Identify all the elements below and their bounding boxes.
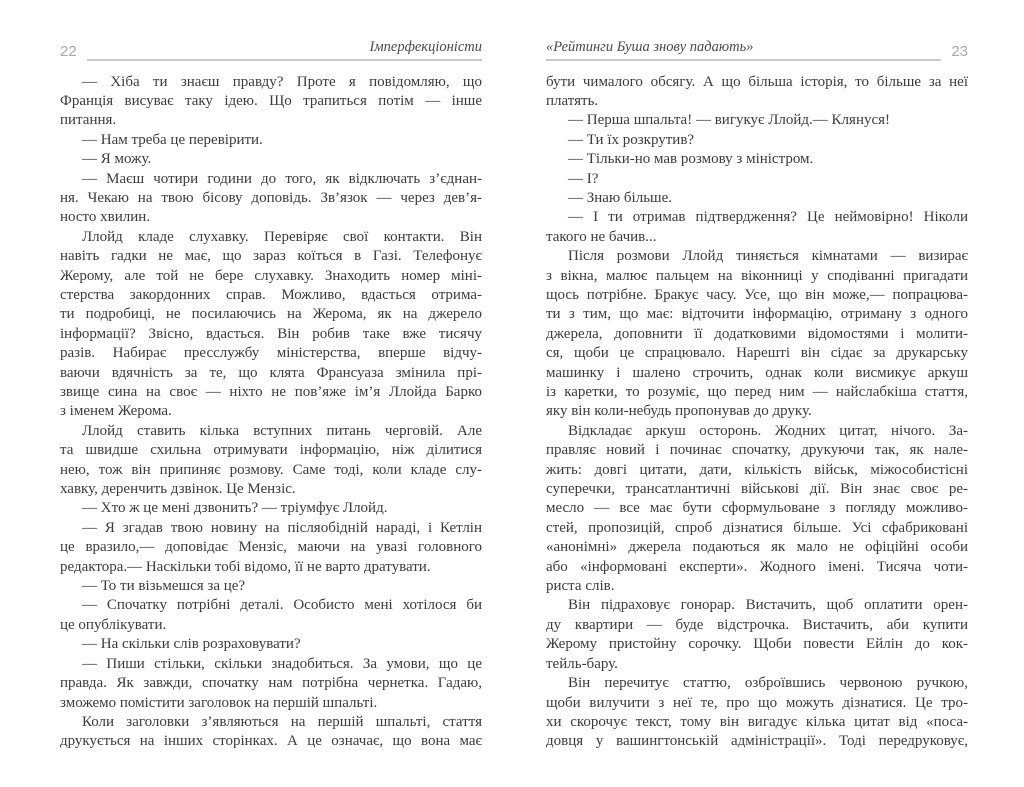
text-line: Він підраховує гонорар. Вистачить, щоб оплатити орен-: [568, 597, 968, 614]
text-line: такого не бачив...: [546, 228, 657, 245]
text-line: риста слів.: [546, 578, 615, 595]
text-line: Ллойд кладе слухавку. Перевіряє свої контакти. Він: [82, 228, 482, 245]
page-left: [60, 40, 482, 752]
text-line: — Пиши стільки, скільки знадобиться. За умови, що це: [82, 655, 482, 672]
text-line: Коли заголовки з’являються на першій шпальті, стаття: [82, 713, 482, 730]
text-line: звище сина на своє — ніхто не пов’яже ім’я Ллойда Барко: [60, 384, 482, 400]
paragraph: [60, 170, 482, 228]
text-line: машинку і шалено строчить, однак коли висмикує аркуш: [546, 364, 968, 381]
text-line: правляє новий і починає спочатку, друкуючи так, як нале-: [546, 442, 968, 459]
text-line: Ллойд ставить кілька вступних питань черговій. Але: [82, 422, 482, 439]
text-line: «анонімні» джерела подаються як мало не офіційні особи: [546, 539, 968, 556]
text-line: Жерому пристойну сорочку. Щоби повести Ейлін до кок-: [546, 636, 968, 653]
text-line: ся, щоби це спрацювало. Нарешті він сідає за друкарську: [546, 345, 968, 362]
text-line: або «інформовані експерти». Жодного імені. Тисяча чоти-: [546, 558, 968, 575]
text-line: Франція висуває таку ідею. Що трапиться потім — інше: [60, 92, 482, 109]
paragraph: [546, 208, 968, 247]
text-line: тейль-бару.: [546, 655, 618, 672]
text-line: жить: довгі цитати, дати, кількість військ, міжособистісні: [546, 461, 968, 478]
text-line: питання.: [60, 112, 117, 129]
text-line: стерства закордонних справ. Можливо, вдасться отрима-: [60, 286, 482, 303]
page-number-left: 22: [60, 42, 77, 60]
paragraph: [60, 73, 482, 131]
page-header-left: [60, 40, 482, 61]
text-line: зможемо помістити заголовок на першій шпальті.: [60, 694, 378, 711]
paragraph: [60, 422, 482, 500]
paragraph: [546, 131, 968, 150]
text-line: друкується на інших сторінках. А це означає, що вона має: [60, 733, 482, 750]
paragraph: [546, 674, 968, 752]
text-line: ду квартири — буде відстрочка. Вистачить, аби купити: [546, 616, 968, 633]
text-line: редактора.— Наскільки тобі відомо, її не варто дратувати.: [60, 558, 431, 575]
paragraph: [60, 655, 482, 713]
text-line: джерела, доповнити її додатковими відомостями і молити-: [546, 325, 968, 342]
text-line: довця у вашингтонській адміністрації». Тоді передруковує,: [546, 733, 968, 750]
text-line: Він перечитує статтю, озброївшись червоною ручкою,: [568, 675, 968, 692]
paragraph: [546, 247, 968, 422]
text-line: — Тільки-но мав розмову з міністром.: [568, 151, 814, 168]
text-line: — На скільки слів розраховувати?: [82, 636, 301, 653]
paragraph: [60, 150, 482, 169]
text-line: ваючи вдячність за те, що клята Франсуаза змінила прі-: [60, 364, 482, 381]
text-line: — Хто ж це мені дзвонить? — тріумфує Ллойд.: [82, 500, 388, 517]
text-line: — Я можу.: [82, 151, 152, 168]
text-line: — Маєш чотири години до того, як відключать з’єднан-: [82, 170, 482, 187]
text-line: навіть гадки не має, що зараз коїться в Газі. Телефонує: [60, 248, 482, 265]
paragraph: [60, 596, 482, 635]
paragraph: [546, 150, 968, 169]
page-number-right: 23: [951, 42, 968, 60]
text-line: — І?: [568, 170, 599, 187]
text-line: — Перша шпальта! — вигукує Ллойд.— Клянуся!: [568, 112, 891, 129]
text-line: та швидше схильна отримувати інформацію, ніж ділитися: [60, 442, 482, 459]
text-line: бути чималого обсягу. А що більша історія, то більше за неї: [546, 73, 968, 90]
paragraph: [546, 170, 968, 189]
paragraph: [546, 596, 968, 674]
text-line: хавку, деренчить дзвінок. Це Мензіс.: [60, 481, 296, 498]
text-line: разів. Набирає пресслужбу міністерства, вперше відчу-: [60, 345, 482, 362]
paragraph: [60, 713, 482, 752]
text-line: — І ти отримав підтвердження? Це неймовірно! Ніколи: [568, 209, 968, 226]
page-body-left: [60, 73, 482, 752]
text-line: Після розмови Ллойд тиняється кімнатами — визирає: [568, 248, 968, 265]
text-line: месло — все має бути сформульоване з погляду можливо-: [546, 500, 968, 517]
text-line: — Спочатку потрібні деталі. Особисто мені хотілося би: [82, 597, 482, 614]
page-body-right: [546, 73, 968, 752]
paragraph: [60, 499, 482, 518]
text-line: яку він коли-небудь пропонував до друку.: [546, 403, 812, 420]
text-line: — Я згадав твою новину на післяобідній нараді, і Кетлін: [82, 519, 482, 536]
text-line: ти з тим, що має: відточити інформацію, отриману з одного: [546, 306, 968, 323]
paragraph: [60, 519, 482, 577]
page-header-right: [546, 40, 968, 61]
text-line: нею, тож він припиняє розмову. Саме тоді, коли кладе слу-: [60, 461, 482, 478]
text-line: ти подробиці, не посилаючись на Жерома, як на джерело: [60, 306, 482, 323]
text-line: стей, пропозицій, спроб дізнатися більше. Усі сфабриковані: [546, 519, 968, 536]
paragraph: [60, 131, 482, 150]
text-line: суперечки, трансатлантичні військові дії. Він знає своє ре-: [546, 481, 968, 498]
text-line: із каретки, то розуміє, що перед ним — найслабкіша стаття,: [546, 384, 968, 400]
paragraph: [546, 189, 968, 208]
text-line: — Ти їх розкрутив?: [568, 131, 695, 148]
text-line: — Нам треба це перевірити.: [82, 131, 263, 148]
text-line: Жерому, але той не бере слухавку. Знаходить номер міні-: [60, 267, 482, 284]
text-line: з вікна, малює пальцем на віконниці у сподіванні пригадати: [546, 267, 968, 284]
text-line: — То ти візьмешся за це?: [82, 578, 246, 595]
running-head-right: «Рейтинги Буша знову падають»: [546, 40, 941, 61]
page-right: [546, 40, 968, 752]
text-line: щоби вилучити з неї те, про що можуть дізнатися. Це тро-: [546, 694, 968, 711]
text-line: це вразило,— доповідає Мензіс, маючи на увазі головного: [60, 539, 482, 556]
text-line: платять.: [546, 92, 599, 109]
paragraph: [546, 111, 968, 130]
text-line: Відкладає аркуш осторонь. Жодних цитат, нічого. За-: [568, 422, 968, 439]
text-line: — Знаю більше.: [568, 189, 672, 206]
text-line: це опублікувати.: [60, 616, 167, 633]
running-head-left: Імперфекціоністи: [87, 40, 482, 61]
paragraph: [546, 422, 968, 597]
paragraph: [60, 228, 482, 422]
text-line: правда. Як завжди, спочатку нам потрібна чернетка. Гадаю,: [60, 675, 482, 692]
text-line: з іменем Жерома.: [60, 403, 172, 420]
text-line: ня. Чекаю на твою бісову доповідь. Зв’язок — через дев’я-: [60, 189, 482, 206]
text-line: інформації? Звісно, вдасться. Він робив таке вже тисячу: [60, 325, 482, 342]
text-line: — Хіба ти знаєш правду? Проте я повідомляю, що: [82, 73, 482, 90]
text-line: носто хвилин.: [60, 209, 151, 226]
text-line: хи скорочує текст, тому він вигадує кілька цитат від «поса-: [546, 713, 968, 730]
paragraph: [60, 635, 482, 654]
paragraph: [60, 577, 482, 596]
paragraph: [546, 73, 968, 112]
text-line: щось потрібне. Бракує часу. Усе, що він може,— попрацюва-: [546, 286, 968, 303]
